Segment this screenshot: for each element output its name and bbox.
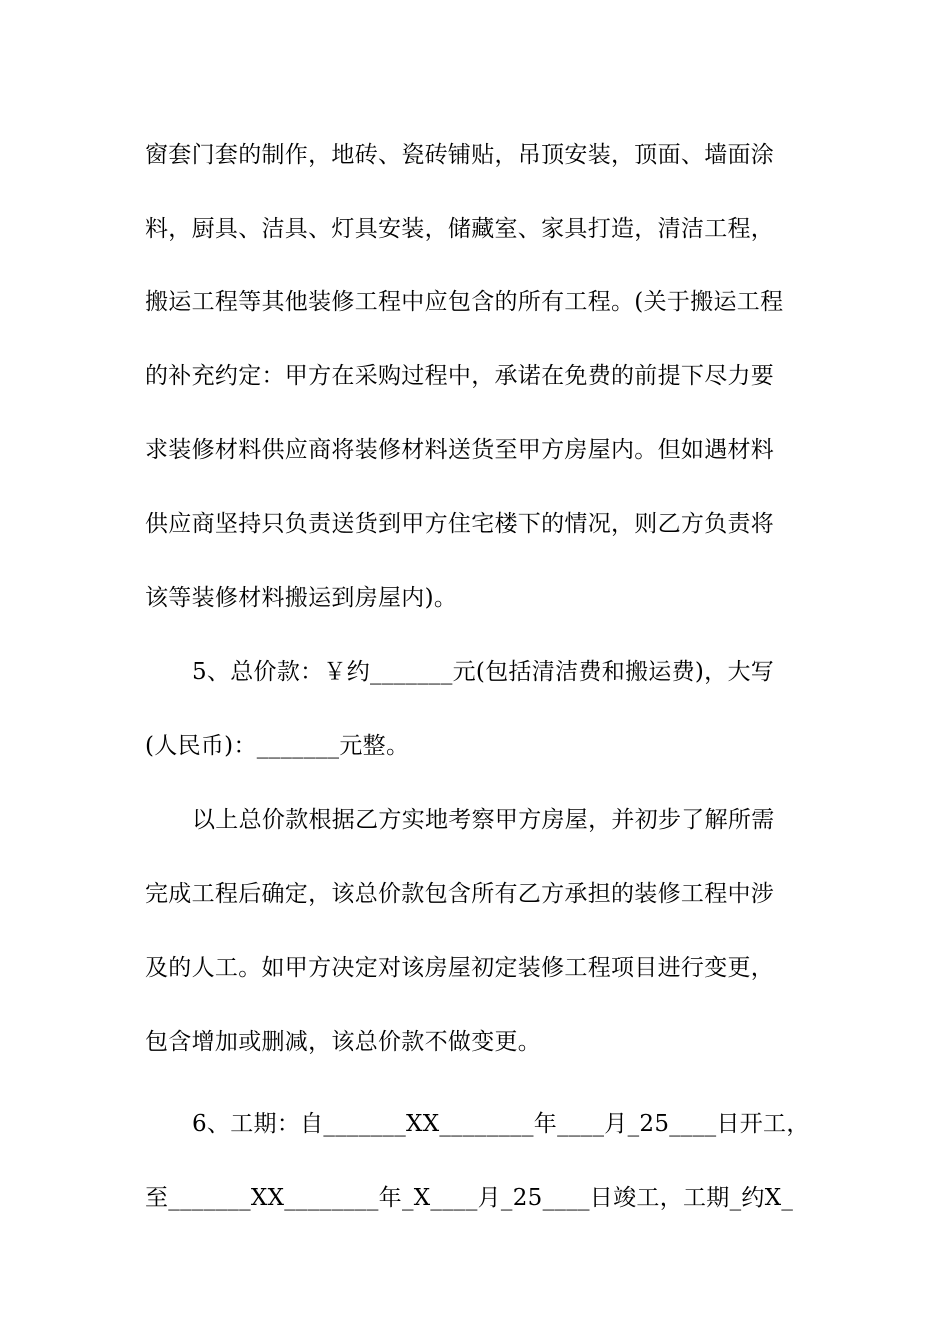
text-line: 至_______XX________年_X____月_25____日竣工，工期_约X_: [145, 1185, 794, 1211]
text-line: 包含增加或删减，该总价款不做变更。: [145, 1029, 542, 1055]
clause-6-schedule: 6、工期：自_______XX________年____月_25____日开工，: [192, 1111, 810, 1137]
text-line: (人民币)：_______元整。: [145, 733, 410, 759]
text-line: 求装修材料供应商将装修材料送货至甲方房屋内。但如遇材料: [145, 437, 775, 463]
text-line: 供应商坚持只负责送货到甲方住宅楼下的情况，则乙方负责将: [145, 511, 775, 537]
text-line: 窗套门套的制作，地砖、瓷砖铺贴，吊顶安装，顶面、墙面涂: [145, 142, 775, 168]
text-line: 搬运工程等其他装修工程中应包含的所有工程。(关于搬运工程: [145, 289, 784, 315]
text-line: 该等装修材料搬运到房屋内)。: [145, 585, 458, 611]
paragraph-start: 以上总价款根据乙方实地考察甲方房屋，并初步了解所需: [192, 807, 775, 833]
text-line: 料，厨具、洁具、灯具安装，储藏室、家具打造，清洁工程，: [145, 216, 775, 242]
clause-5-total-price: 5、总价款：￥约_______元(包括清洁费和搬运费)，大写: [192, 659, 775, 685]
text-line: 的补充约定：甲方在采购过程中，承诺在免费的前提下尽力要: [145, 363, 775, 389]
text-line: 完成工程后确定，该总价款包含所有乙方承担的装修工程中涉: [145, 881, 775, 907]
text-line: 及的人工。如甲方决定对该房屋初定装修工程项目进行变更，: [145, 955, 775, 981]
